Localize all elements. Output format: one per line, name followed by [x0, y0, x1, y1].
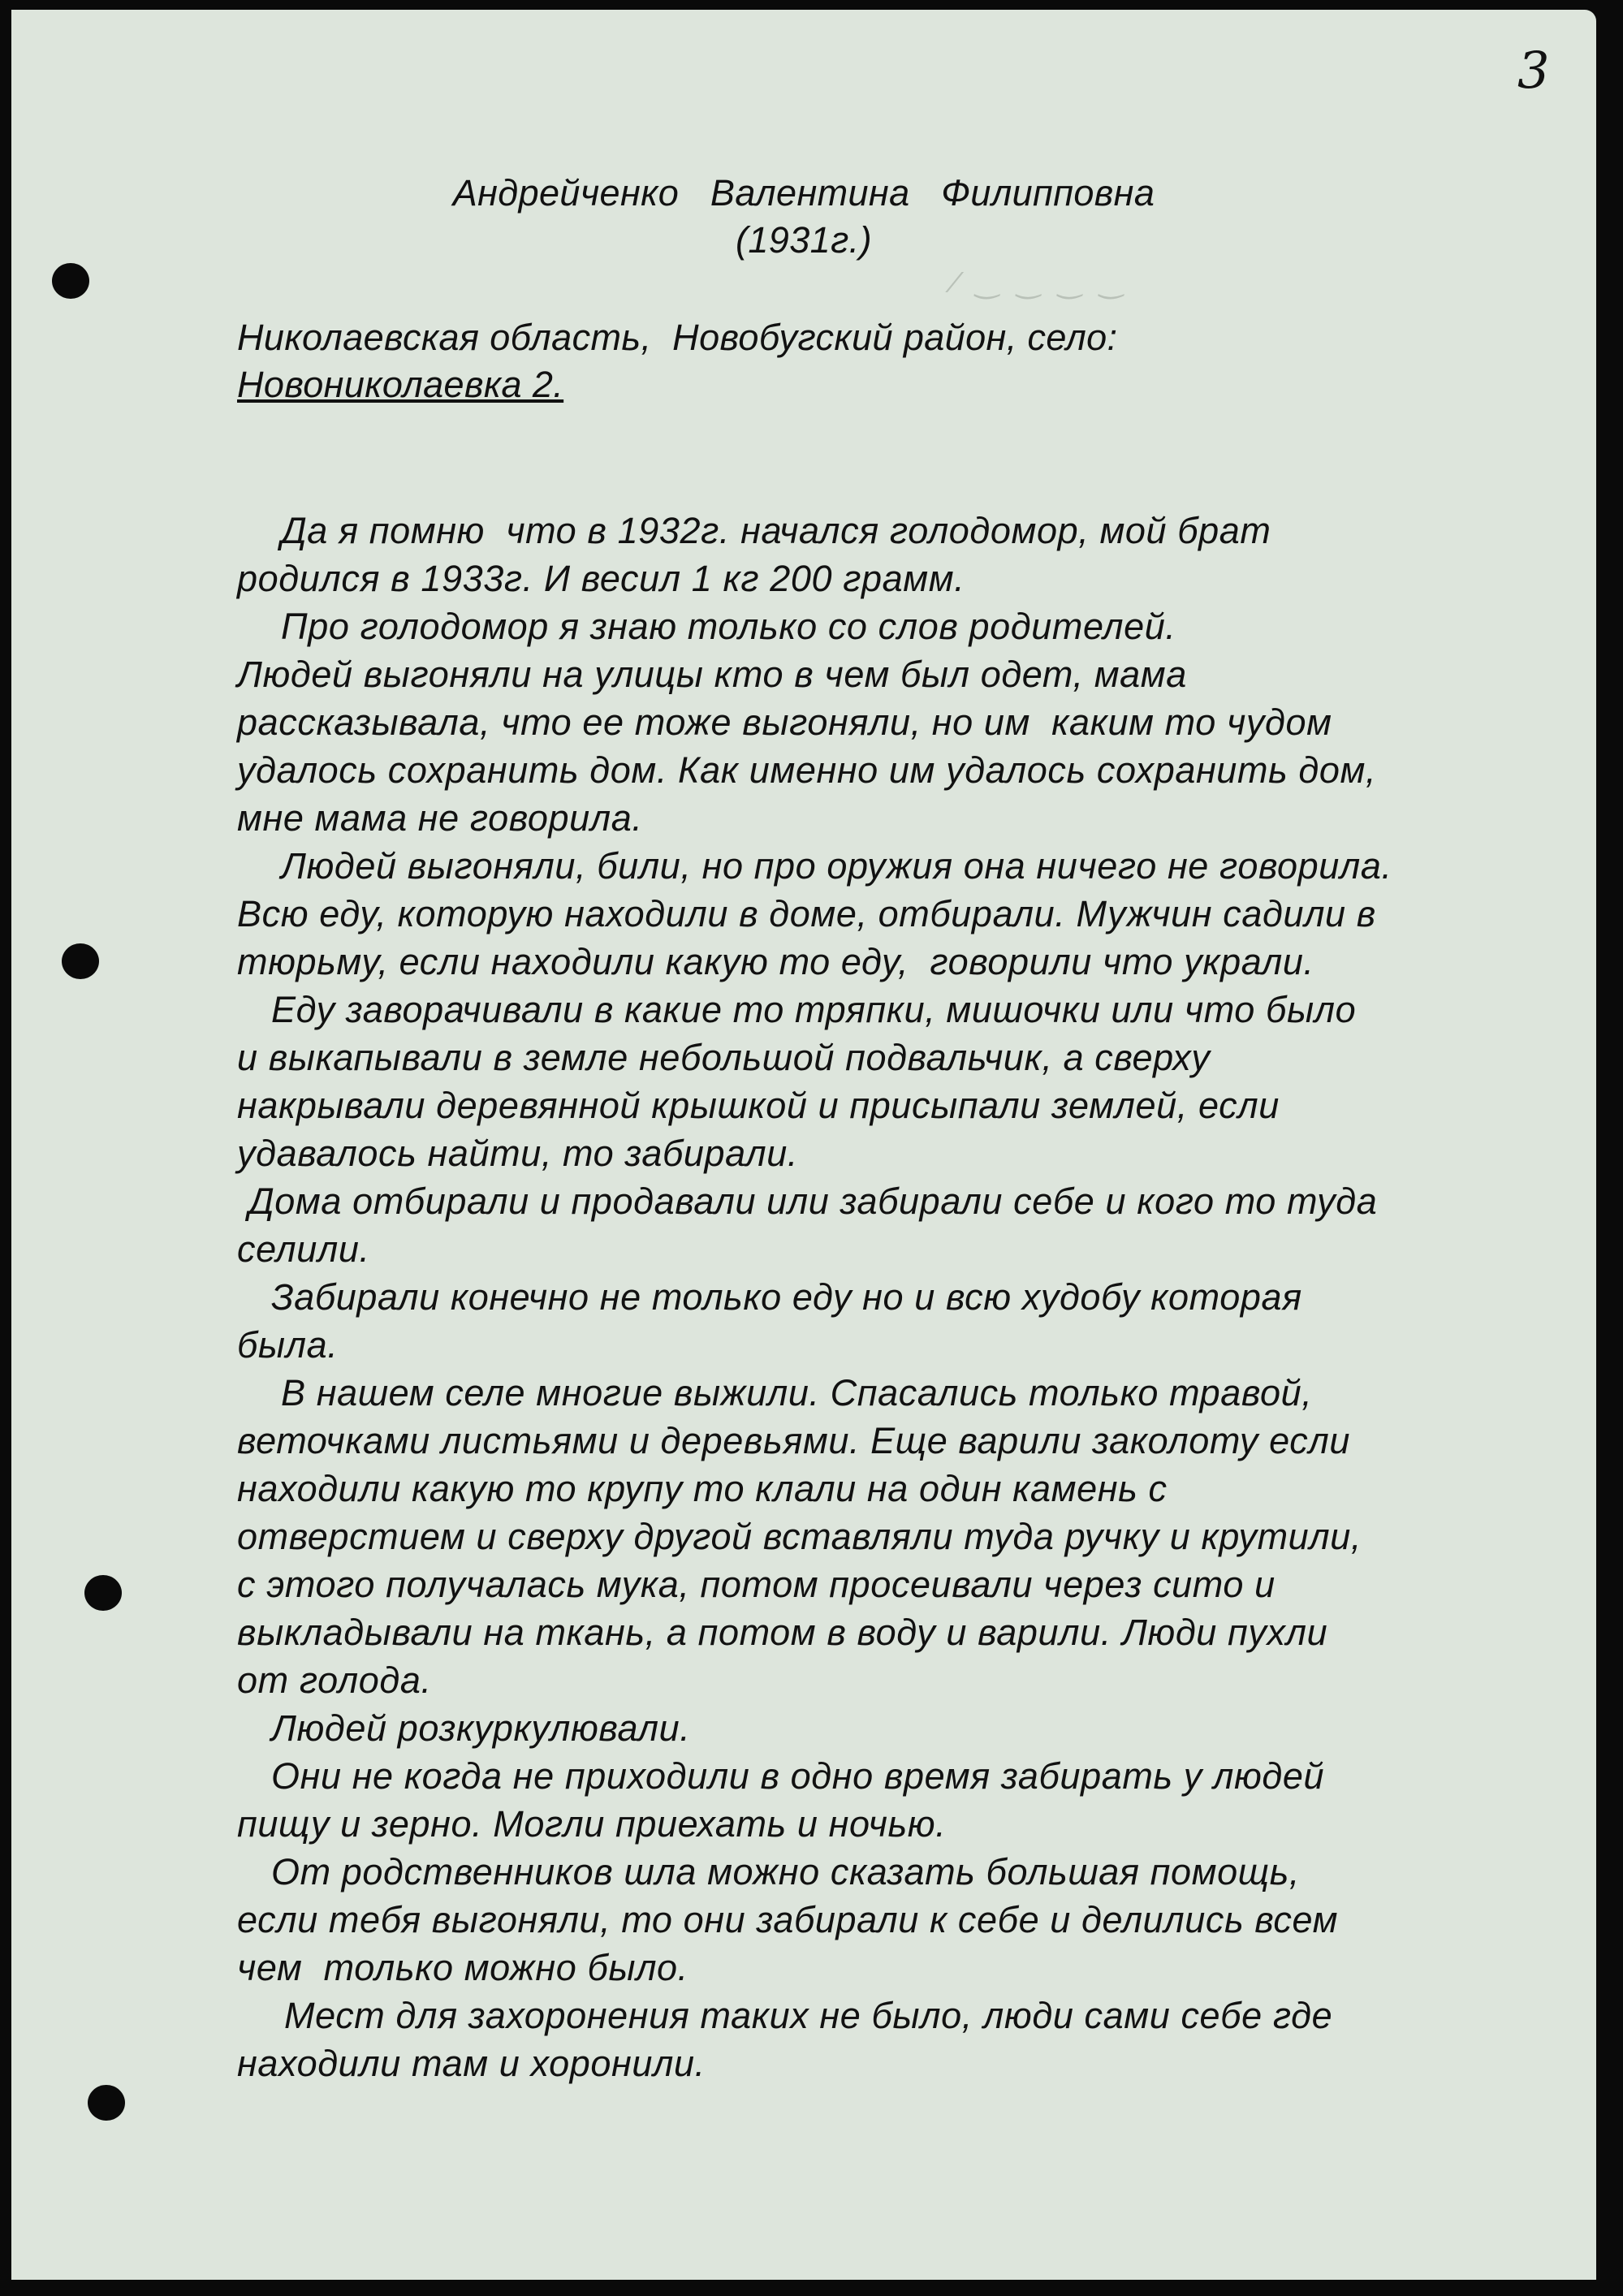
- text-line: от голода.: [237, 1659, 432, 1701]
- text-line: В нашем селе многие выжили. Спасались только травой,: [281, 1372, 1313, 1413]
- text-line: Про голодомор я знаю только со слов родителей.: [281, 606, 1176, 647]
- text-line: выкладывали на ткань, а потом в воду и варили. Люди пухли: [237, 1612, 1328, 1653]
- text-line: находили какую то крупу то клали на один камень с: [237, 1468, 1168, 1509]
- testimony-text: [237, 507, 1392, 2087]
- text-line: была.: [237, 1324, 339, 1366]
- text-line: с этого получалась мука, потом просеивали через сито и: [237, 1564, 1276, 1605]
- punch-hole: [84, 1575, 122, 1611]
- text-line: и выкапывали в земле небольшой подвальчик, а сверху: [237, 1037, 1211, 1078]
- text-line: веточками листьями и деревьями. Еще варили заколоту если: [237, 1420, 1350, 1461]
- bleed-through-marks: ⁄ ‿ ‿ ‿ ‿: [953, 265, 1129, 299]
- text-line: рассказывала, что ее тоже выгоняли, но им каким то чудом: [237, 701, 1332, 743]
- text-line: накрывали деревянной крышкой и присыпали землей, если: [237, 1085, 1280, 1126]
- text-line: находили там и хоронили.: [237, 2043, 706, 2084]
- text-line: Да я помню что в 1932г. начался голодомор, мой брат: [281, 510, 1271, 551]
- text-line: мне мама не говорила.: [237, 797, 643, 839]
- document-page: [11, 10, 1596, 2280]
- text-line: Они не когда не приходили в одно время забирать у людей: [271, 1755, 1325, 1797]
- handwritten-page-number: 3: [1517, 41, 1550, 100]
- punch-hole: [52, 263, 89, 299]
- text-line: Всю еду, которую находили в доме, отбирали. Мужчин садили в: [237, 893, 1376, 934]
- text-line: удалось сохранить дом. Как именно им удалось сохранить дом,: [237, 749, 1377, 791]
- text-line: тюрьму, если находили какую то еду, говорили что украли.: [237, 941, 1314, 982]
- text-line: селили.: [237, 1228, 370, 1270]
- text-line: родился в 1933г. И весил 1 кг 200 грамм.: [237, 558, 965, 599]
- punch-hole: [62, 943, 99, 979]
- village-name: Новониколаевка 2.: [237, 364, 564, 405]
- text-line: отверстием и сверху другой вставляли туда ручку и крутили,: [237, 1516, 1362, 1557]
- text-line: если тебя выгоняли, то они забирали к себе и делились всем: [237, 1899, 1339, 1940]
- person-name: Андрейченко Валентина Филипповна: [452, 172, 1155, 214]
- text-line: Людей выгоняли на улицы кто в чем был одет, мама: [237, 654, 1187, 695]
- text-line: удавалось найти, то забирали.: [237, 1133, 798, 1174]
- text-line: Еду заворачивали в какие то тряпки, мишочки или что было: [271, 989, 1357, 1030]
- birth-year: (1931г.): [736, 219, 872, 261]
- text-line: чем только можно было.: [237, 1947, 688, 1988]
- text-line: Мест для захоронения таких не было, люди сами себе где: [284, 1995, 1333, 2036]
- text-line: пищу и зерно. Могли приехать и ночью.: [237, 1803, 947, 1845]
- text-line: Людей выгоняли, били, но про оружия она ничего не говорила.: [281, 845, 1392, 887]
- text-line: Забирали конечно не только еду но и всю худобу которая: [271, 1276, 1302, 1318]
- text-line: Людей розкуркулювали.: [271, 1707, 691, 1749]
- text-line: От родственников шла можно сказать большая помощь,: [271, 1851, 1300, 1892]
- region-line: Николаевская область, Новобугский район, село:: [237, 317, 1118, 358]
- punch-hole: [88, 2085, 125, 2121]
- text-line: Дома отбирали и продавали или забирали себе и кого то туда: [248, 1180, 1378, 1222]
